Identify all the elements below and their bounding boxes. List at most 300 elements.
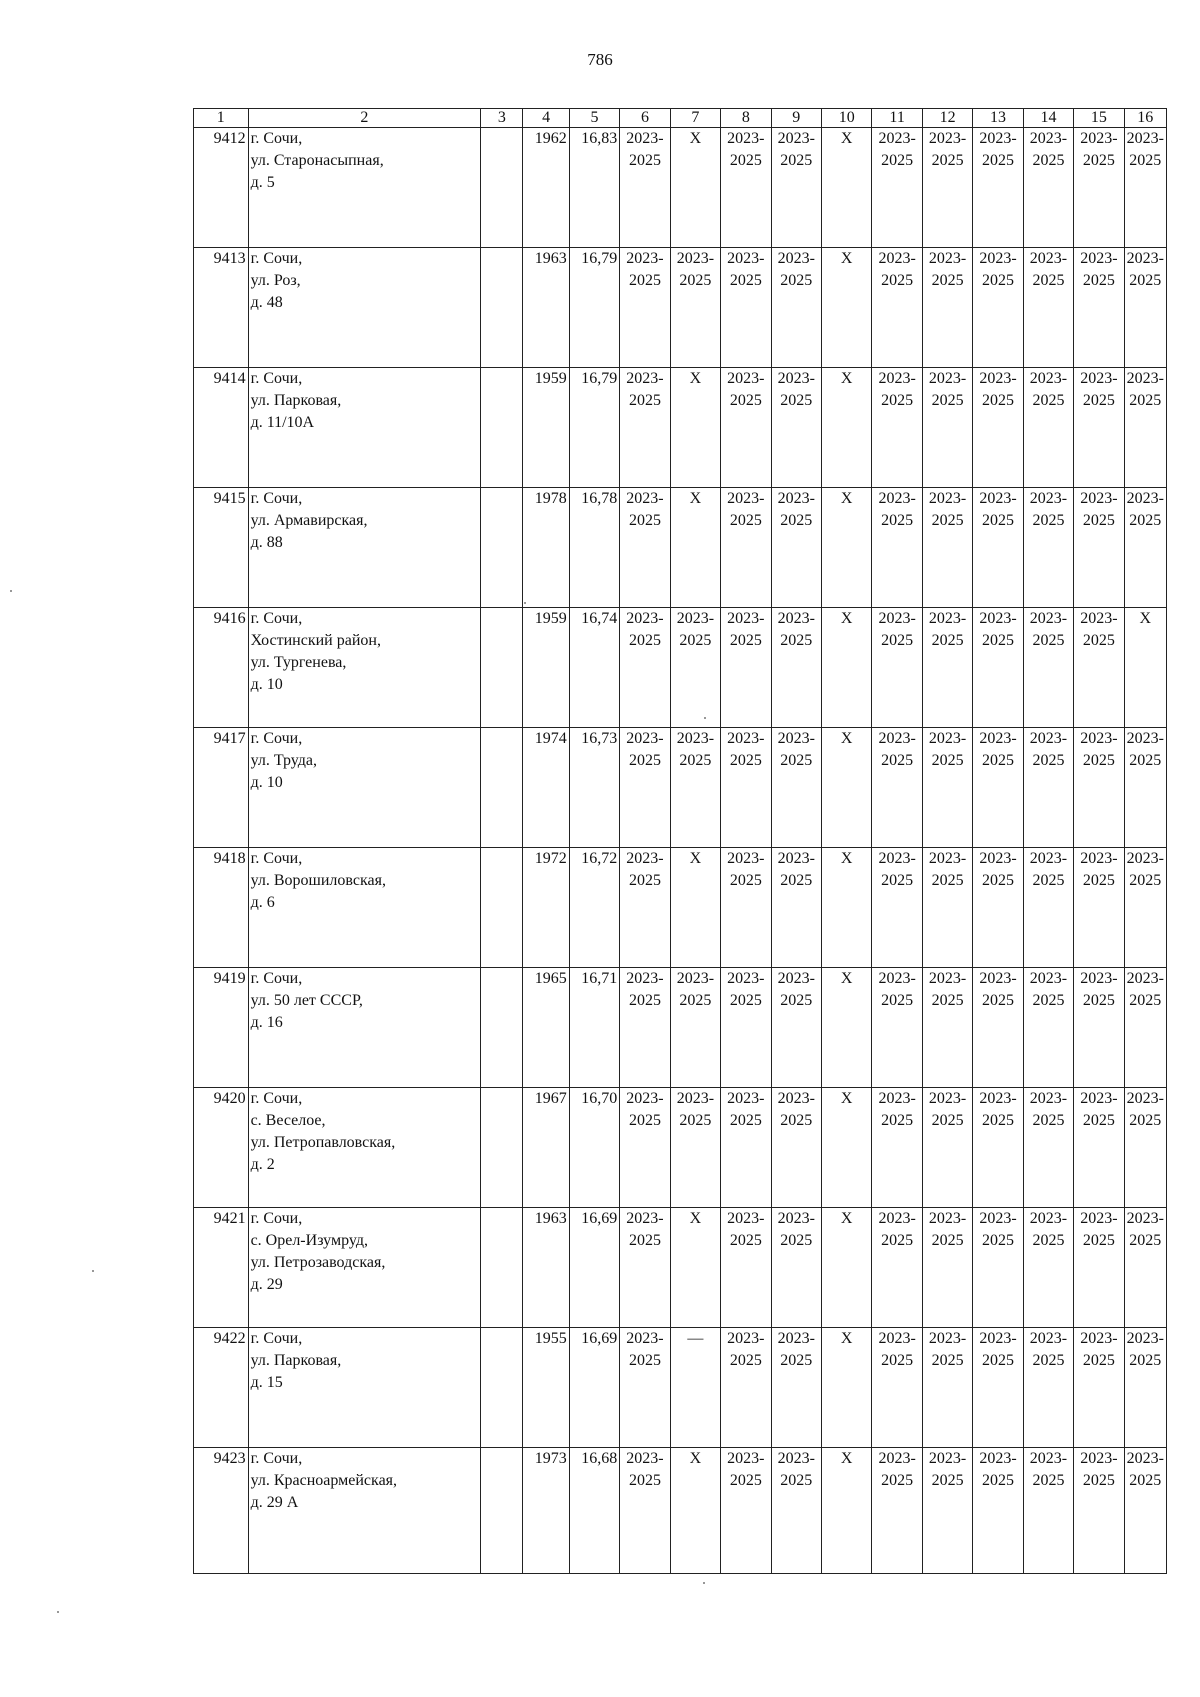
period-line: 2025 — [881, 1232, 914, 1249]
period-cell — [872, 848, 922, 968]
column-3-cell — [481, 728, 523, 848]
address-cell — [248, 968, 481, 1088]
period-line: 2023- — [1080, 370, 1118, 387]
period-line: 2025 — [628, 392, 661, 409]
column-header: 13 — [973, 109, 1023, 128]
period-line: 2025 — [780, 1112, 813, 1129]
period-line: 2023- — [676, 730, 715, 747]
address-line: ул. Тургенева, — [250, 654, 347, 671]
period-cell — [1124, 128, 1166, 248]
period-cell — [1023, 1208, 1073, 1328]
column-3-cell — [481, 248, 523, 368]
column-3-cell — [481, 1088, 523, 1208]
period-cell — [1124, 968, 1166, 1088]
period-cell — [973, 1448, 1023, 1574]
column-header: 4 — [523, 109, 569, 128]
period-line: 2025 — [1129, 752, 1162, 769]
address-line: ул. Труда, — [250, 752, 318, 769]
row-number: 9421 — [194, 1208, 249, 1328]
value-cell: 16,79 — [569, 248, 619, 368]
column-header: 10 — [821, 109, 871, 128]
scan-speck — [92, 1270, 94, 1272]
period-line: 2025 — [1032, 512, 1065, 529]
address-line: г. Сочи, — [250, 730, 303, 747]
row-number: 9420 — [194, 1088, 249, 1208]
period-line: 2023- — [1126, 130, 1164, 147]
row-number: 9413 — [194, 248, 249, 368]
scan-speck — [57, 1611, 59, 1613]
period-line: 2023- — [979, 1090, 1017, 1107]
period-line: X — [689, 1210, 702, 1227]
period-line: 2023- — [626, 970, 664, 987]
period-line: 2025 — [1129, 872, 1162, 889]
period-line: 2023- — [1126, 730, 1164, 747]
table-row — [194, 1448, 1167, 1574]
period-line: 2025 — [1082, 392, 1115, 409]
period-line: 2025 — [780, 1472, 813, 1489]
period-line: 2023- — [1126, 1450, 1164, 1467]
period-cell — [771, 1088, 821, 1208]
period-cell — [771, 1208, 821, 1328]
period-line: 2023- — [1080, 1090, 1118, 1107]
period-cell — [973, 968, 1023, 1088]
period-line: 2025 — [1032, 632, 1065, 649]
period-line: 2025 — [729, 152, 762, 169]
period-line: 2025 — [931, 1472, 964, 1489]
period-line: 2025 — [780, 512, 813, 529]
period-line: 2023- — [777, 610, 815, 627]
period-line: 2023- — [626, 130, 664, 147]
period-line: 2023- — [1080, 490, 1118, 507]
period-line: 2025 — [729, 272, 762, 289]
period-cell — [872, 968, 922, 1088]
period-cell — [1124, 1088, 1166, 1208]
period-line: 2025 — [931, 752, 964, 769]
period-cell — [721, 968, 771, 1088]
value-cell: 16,73 — [569, 728, 619, 848]
period-line: 2023- — [878, 130, 916, 147]
period-line: 2025 — [1082, 512, 1115, 529]
address-line: г. Сочи, — [250, 250, 303, 267]
period-line: 2023- — [1080, 1210, 1118, 1227]
period-line: 2025 — [931, 1112, 964, 1129]
address-line: Хостинский район, — [250, 632, 381, 649]
period-cell — [1124, 488, 1166, 608]
period-cell — [821, 128, 871, 248]
address-line: ул. Петропавловская, — [250, 1134, 396, 1151]
period-line: 2025 — [1082, 1352, 1115, 1369]
period-line: 2025 — [931, 392, 964, 409]
period-line: 2023- — [626, 730, 664, 747]
period-cell — [1124, 728, 1166, 848]
period-line: 2023- — [878, 850, 916, 867]
period-line: 2023- — [1126, 1210, 1164, 1227]
period-line: 2025 — [1129, 1472, 1162, 1489]
column-header: 6 — [620, 109, 670, 128]
period-line: 2023- — [1080, 1330, 1118, 1347]
period-line: 2025 — [628, 752, 661, 769]
period-cell — [821, 1208, 871, 1328]
period-line: 2023- — [1029, 370, 1068, 387]
period-line: 2025 — [729, 752, 762, 769]
period-cell — [1023, 1088, 1073, 1208]
period-line: 2023- — [1126, 370, 1164, 387]
period-line: 2023- — [626, 610, 664, 627]
table-row — [194, 1088, 1167, 1208]
column-header: 12 — [922, 109, 972, 128]
column-header: 2 — [248, 109, 481, 128]
address-cell — [248, 608, 481, 728]
period-line: 2023- — [727, 610, 765, 627]
period-line: 2025 — [1032, 872, 1065, 889]
housing-register-table — [193, 108, 1167, 1574]
address-line: г. Сочи, — [250, 490, 303, 507]
period-line: 2023- — [777, 970, 815, 987]
period-line: 2023- — [1126, 490, 1164, 507]
period-cell — [1023, 488, 1073, 608]
period-line: 2023- — [979, 250, 1017, 267]
period-cell — [670, 968, 720, 1088]
row-number: 9412 — [194, 128, 249, 248]
period-line: 2023- — [1080, 130, 1118, 147]
period-line: 2025 — [780, 632, 813, 649]
table-row — [194, 848, 1167, 968]
period-line: 2025 — [1129, 1232, 1162, 1249]
period-cell — [1023, 128, 1073, 248]
address-line: г. Сочи, — [250, 130, 303, 147]
address-line: д. 6 — [250, 894, 275, 911]
period-cell — [670, 488, 720, 608]
period-line: 2025 — [1032, 152, 1065, 169]
period-line: 2023- — [1029, 730, 1068, 747]
period-line: 2025 — [982, 1472, 1014, 1489]
period-line: 2025 — [1129, 392, 1162, 409]
period-line: 2023- — [626, 370, 664, 387]
period-cell — [1074, 1088, 1124, 1208]
year-built-cell: 1963 — [523, 1208, 569, 1328]
period-line: 2023- — [777, 850, 815, 867]
column-header: 1 — [194, 109, 249, 128]
period-line: 2023- — [676, 1090, 715, 1107]
period-line: 2025 — [628, 152, 661, 169]
period-line: 2023- — [727, 1450, 765, 1467]
period-line: 2023- — [727, 250, 765, 267]
period-line: 2025 — [1129, 1352, 1162, 1369]
address-cell — [248, 1448, 481, 1574]
period-line: 2023- — [1029, 850, 1068, 867]
period-line: 2025 — [982, 872, 1014, 889]
period-cell — [922, 1088, 972, 1208]
period-line: 2025 — [1032, 272, 1065, 289]
period-line: 2025 — [1129, 272, 1162, 289]
period-cell — [1124, 848, 1166, 968]
period-line: 2025 — [780, 1232, 813, 1249]
period-line: 2023- — [626, 1090, 664, 1107]
value-cell: 16,69 — [569, 1208, 619, 1328]
scan-speck — [10, 590, 12, 592]
period-cell — [1074, 728, 1124, 848]
year-built-cell: 1972 — [523, 848, 569, 968]
period-line: X — [840, 1450, 853, 1467]
period-cell — [721, 368, 771, 488]
period-line: 2023- — [1029, 1210, 1068, 1227]
period-cell — [1023, 848, 1073, 968]
period-line: 2025 — [679, 1112, 712, 1129]
period-line: 2025 — [1129, 152, 1162, 169]
period-line: 2025 — [1129, 1112, 1162, 1129]
address-line: ул. Ворошиловская, — [250, 872, 386, 889]
period-line: 2023- — [777, 370, 815, 387]
period-cell — [1023, 1328, 1073, 1448]
address-line: г. Сочи, — [250, 1210, 303, 1227]
column-header: 8 — [721, 109, 771, 128]
period-cell — [872, 1208, 922, 1328]
period-line: X — [840, 370, 853, 387]
address-line: д. 11/10А — [250, 414, 315, 431]
period-line: 2023- — [979, 850, 1017, 867]
period-line: 2025 — [780, 872, 813, 889]
period-cell — [1074, 248, 1124, 368]
period-line: 2025 — [881, 752, 914, 769]
period-cell — [973, 1208, 1023, 1328]
address-line: г. Сочи, — [250, 1090, 303, 1107]
period-line: X — [840, 1090, 853, 1107]
year-built-cell: 1955 — [523, 1328, 569, 1448]
period-line: 2025 — [881, 152, 914, 169]
period-line: 2025 — [982, 1352, 1014, 1369]
period-line: 2023- — [878, 610, 916, 627]
period-cell — [872, 1448, 922, 1574]
period-line: 2025 — [881, 272, 914, 289]
value-cell: 16,70 — [569, 1088, 619, 1208]
period-line: 2023- — [676, 250, 715, 267]
period-cell — [973, 248, 1023, 368]
value-cell: 16,69 — [569, 1328, 619, 1448]
period-line: 2025 — [1082, 1472, 1115, 1489]
period-line: 2025 — [729, 1352, 762, 1369]
column-header: 16 — [1124, 109, 1166, 128]
period-line: 2023- — [979, 370, 1017, 387]
table-row — [194, 128, 1167, 248]
address-line: д. 15 — [250, 1374, 283, 1391]
address-line: д. 10 — [250, 774, 283, 791]
period-cell — [721, 728, 771, 848]
period-line: 2023- — [626, 850, 664, 867]
period-line: 2025 — [780, 752, 813, 769]
period-cell — [821, 488, 871, 608]
period-line: X — [689, 490, 702, 507]
period-line: 2025 — [881, 872, 914, 889]
address-line: ул. Петрозаводская, — [250, 1254, 386, 1271]
period-line: 2023- — [979, 490, 1017, 507]
address-line: г. Сочи, — [250, 970, 303, 987]
period-line: 2023- — [1126, 1330, 1164, 1347]
period-line: 2023- — [1080, 730, 1118, 747]
period-line: 2023- — [626, 1330, 664, 1347]
period-line: 2025 — [1082, 752, 1115, 769]
period-line: 2023- — [878, 970, 916, 987]
period-line: 2025 — [1032, 1472, 1065, 1489]
period-line: 2023- — [727, 970, 765, 987]
address-line: с. Веселое, — [250, 1112, 326, 1129]
address-line: г. Сочи, — [250, 610, 303, 627]
period-line: X — [689, 850, 702, 867]
period-line: 2023- — [878, 1210, 916, 1227]
period-line: 2025 — [931, 632, 964, 649]
period-cell — [670, 248, 720, 368]
period-line: 2025 — [1032, 992, 1065, 1009]
period-line: 2023- — [626, 1450, 664, 1467]
period-cell — [721, 248, 771, 368]
address-line: г. Сочи, — [250, 850, 303, 867]
row-number: 9422 — [194, 1328, 249, 1448]
period-line: 2023- — [979, 730, 1017, 747]
period-cell — [922, 488, 972, 608]
period-line: 2023- — [1029, 1450, 1068, 1467]
period-line: 2023- — [979, 970, 1017, 987]
period-line: 2025 — [1129, 992, 1162, 1009]
year-built-cell: 1962 — [523, 128, 569, 248]
period-line: 2025 — [628, 632, 661, 649]
period-cell — [771, 1328, 821, 1448]
period-line: X — [840, 850, 853, 867]
period-cell — [821, 1448, 871, 1574]
period-line: 2023- — [979, 610, 1017, 627]
period-cell — [721, 1448, 771, 1574]
period-cell — [1074, 128, 1124, 248]
period-cell — [721, 1328, 771, 1448]
column-header: 9 — [771, 109, 821, 128]
period-line: X — [840, 130, 853, 147]
period-line: 2025 — [1032, 392, 1065, 409]
period-line: 2025 — [628, 1352, 661, 1369]
period-cell — [670, 848, 720, 968]
period-line: 2023- — [626, 250, 664, 267]
period-line: 2025 — [628, 1112, 661, 1129]
period-line: X — [1139, 610, 1152, 627]
period-line: 2025 — [1082, 152, 1115, 169]
period-cell — [771, 848, 821, 968]
column-header: 14 — [1023, 109, 1073, 128]
period-line: X — [840, 1210, 853, 1227]
period-line: X — [689, 370, 702, 387]
period-line: 2023- — [878, 1330, 916, 1347]
year-built-cell: 1965 — [523, 968, 569, 1088]
period-line: 2025 — [628, 1472, 661, 1489]
period-cell — [620, 368, 670, 488]
address-line: г. Сочи, — [250, 1450, 303, 1467]
period-cell — [771, 368, 821, 488]
page-number: 786 — [587, 50, 613, 69]
period-line: 2023- — [777, 1330, 815, 1347]
period-cell — [1074, 1328, 1124, 1448]
period-cell — [670, 1088, 720, 1208]
value-cell: 16,72 — [569, 848, 619, 968]
row-number: 9414 — [194, 368, 249, 488]
period-line: 2025 — [982, 992, 1014, 1009]
period-line: 2023- — [1126, 250, 1164, 267]
period-line: 2025 — [982, 152, 1014, 169]
address-line: ул. Старонасыпная, — [250, 152, 384, 169]
period-line: 2025 — [729, 632, 762, 649]
value-cell: 16,83 — [569, 128, 619, 248]
period-cell — [620, 248, 670, 368]
period-cell — [771, 608, 821, 728]
period-cell — [973, 848, 1023, 968]
period-line: 2025 — [881, 632, 914, 649]
period-line: 2025 — [1032, 1232, 1065, 1249]
period-cell — [1023, 368, 1073, 488]
period-line: 2025 — [780, 272, 813, 289]
period-cell — [1074, 968, 1124, 1088]
period-line: 2025 — [679, 632, 712, 649]
period-line: 2023- — [727, 850, 765, 867]
column-3-cell — [481, 1328, 523, 1448]
period-line: 2025 — [1032, 1352, 1065, 1369]
period-line: 2023- — [1126, 850, 1164, 867]
value-cell: 16,78 — [569, 488, 619, 608]
period-cell — [670, 1208, 720, 1328]
period-cell — [872, 368, 922, 488]
period-cell — [771, 1448, 821, 1574]
period-line: 2025 — [780, 392, 813, 409]
period-cell — [620, 968, 670, 1088]
period-line: 2025 — [982, 512, 1014, 529]
period-line: 2025 — [1082, 992, 1115, 1009]
column-3-cell — [481, 368, 523, 488]
period-cell — [620, 608, 670, 728]
period-cell — [670, 728, 720, 848]
address-cell — [248, 848, 481, 968]
period-cell — [1074, 1448, 1124, 1574]
period-cell — [821, 968, 871, 1088]
address-line: д. 29 — [250, 1276, 283, 1293]
period-cell — [721, 1208, 771, 1328]
period-line: 2025 — [1032, 1112, 1065, 1129]
period-line: 2023- — [626, 1210, 664, 1227]
period-cell — [620, 488, 670, 608]
period-cell — [620, 1448, 670, 1574]
table-row — [194, 368, 1167, 488]
period-line: 2025 — [729, 1472, 762, 1489]
period-line: 2025 — [628, 512, 661, 529]
period-line: 2023- — [878, 250, 916, 267]
period-cell — [1124, 1208, 1166, 1328]
address-line: ул. Роз, — [250, 272, 301, 289]
period-line: 2023- — [1029, 970, 1068, 987]
period-line: 2023- — [727, 370, 765, 387]
value-cell: 16,68 — [569, 1448, 619, 1574]
period-cell — [973, 728, 1023, 848]
period-line: 2023- — [928, 1450, 967, 1467]
period-cell — [620, 1328, 670, 1448]
period-cell — [922, 1448, 972, 1574]
period-line: 2023- — [878, 1450, 916, 1467]
row-number: 9417 — [194, 728, 249, 848]
address-line: ул. 50 лет СССР, — [250, 992, 363, 1009]
period-cell — [973, 488, 1023, 608]
period-line: 2025 — [1082, 272, 1115, 289]
period-cell — [771, 248, 821, 368]
period-line: 2023- — [1080, 850, 1118, 867]
period-line: 2023- — [777, 730, 815, 747]
row-number: 9419 — [194, 968, 249, 1088]
period-line: 2025 — [1082, 1112, 1115, 1129]
period-line: 2023- — [1029, 610, 1068, 627]
period-line: 2023- — [979, 1330, 1017, 1347]
address-line: ул. Армавирская, — [250, 512, 368, 529]
column-number-header-row — [194, 109, 1167, 128]
